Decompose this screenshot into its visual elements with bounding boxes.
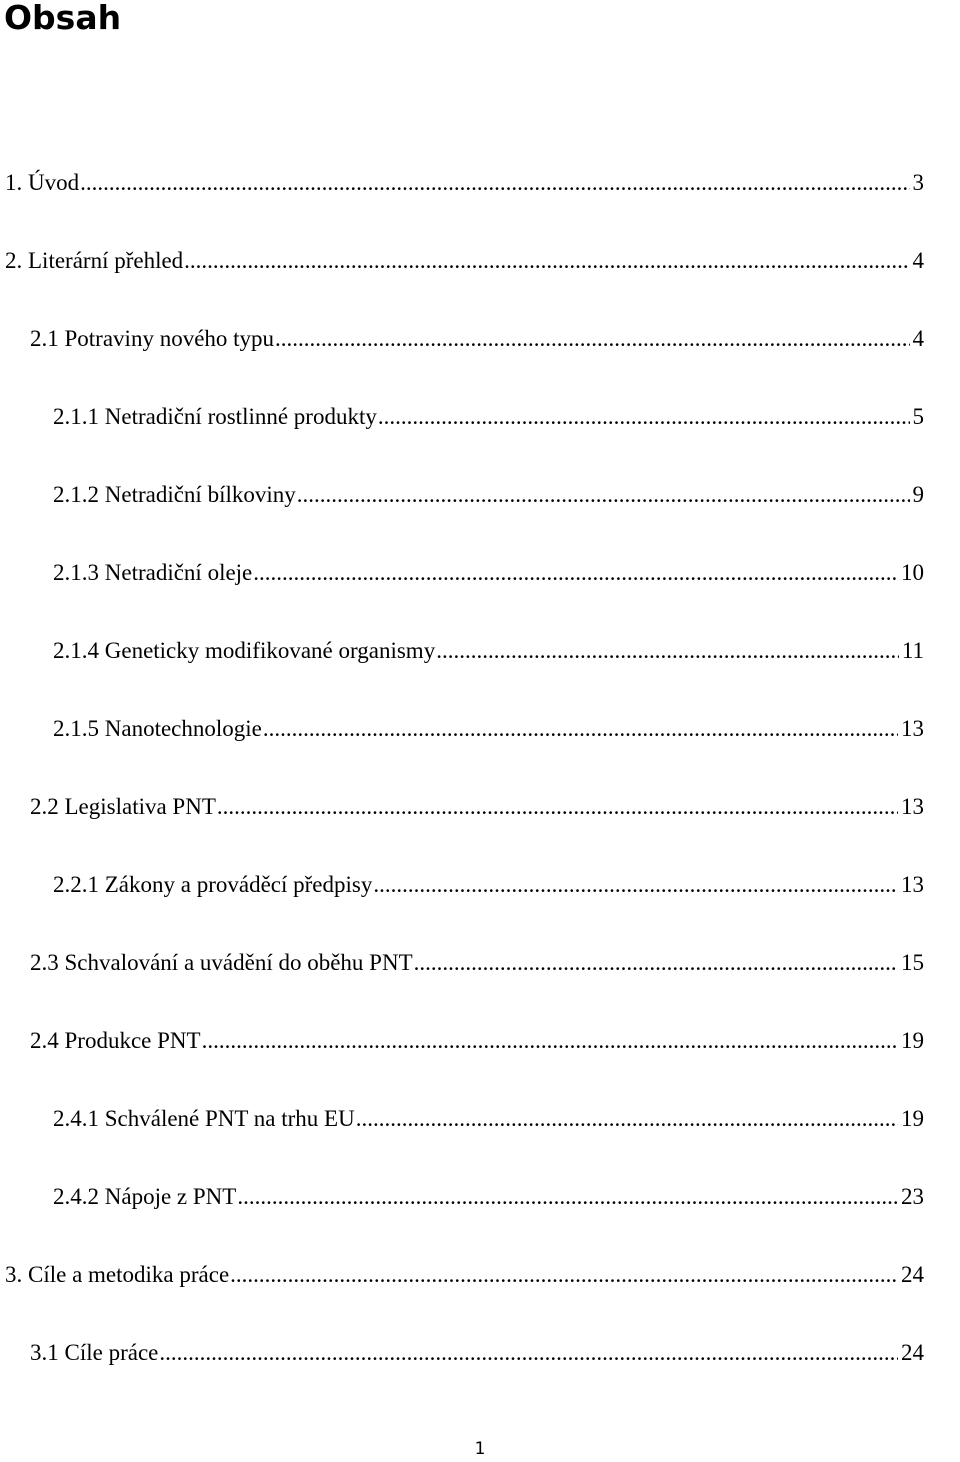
toc-entry-2-1-1[interactable] (53, 402, 924, 432)
toc-entry-2-1-3[interactable] (53, 558, 924, 588)
toc-dot-leader (230, 1260, 898, 1290)
toc-entry-label: 2.4 Produkce PNT (30, 1028, 201, 1053)
toc-entry-page: 23 (901, 1184, 924, 1209)
toc-entry-2-4-2[interactable] (53, 1182, 924, 1212)
toc-entry-page: 11 (901, 638, 924, 663)
toc-dot-leader (436, 636, 899, 666)
toc-entry-label: 2.1.5 Nanotechnologie (53, 716, 262, 741)
toc-entry-page: 24 (901, 1340, 924, 1365)
toc-dot-leader (184, 246, 909, 276)
toc-entry-3[interactable] (5, 1260, 924, 1290)
toc-entry-2-4[interactable] (30, 1026, 924, 1056)
toc-entry-page: 3 (912, 170, 924, 195)
toc-entry-page: 19 (901, 1106, 924, 1131)
toc-entry-label: 2.3 Schvalování a uvádění do oběhu PNT (30, 950, 413, 975)
toc-entry-label: 3.1 Cíle práce (30, 1340, 159, 1365)
toc-dot-leader (414, 948, 898, 978)
toc-dot-leader (217, 792, 898, 822)
toc-dot-leader (373, 870, 898, 900)
toc-entry-label: 2.1.4 Geneticky modifikované organismy (53, 638, 436, 663)
toc-entry-page: 5 (912, 404, 924, 429)
toc-entry-page: 24 (901, 1262, 924, 1287)
toc-dot-leader (202, 1026, 898, 1056)
toc-dot-leader (356, 1104, 898, 1134)
toc-entry-3-1[interactable] (30, 1338, 924, 1368)
toc-entry-label: 2.2.1 Zákony a prováděcí předpisy (53, 872, 373, 897)
toc-entry-page: 4 (912, 326, 924, 351)
toc-entry-label: 2.1.3 Netradiční oleje (53, 560, 253, 585)
toc-dot-leader (237, 1182, 898, 1212)
toc-entry-label: 1. Úvod (5, 170, 80, 195)
toc-entry-2-3[interactable] (30, 948, 924, 978)
toc-entry-2-1-5[interactable] (53, 714, 924, 744)
toc-entry-label: 3. Cíle a metodika práce (5, 1262, 230, 1287)
toc-entry-1[interactable] (5, 168, 924, 198)
toc-entry-2-2[interactable] (30, 792, 924, 822)
toc-entry-label: 2.1.2 Netradiční bílkoviny (53, 482, 296, 507)
toc-entry-label: 2.1.1 Netradiční rostlinné produkty (53, 404, 377, 429)
toc-dot-leader (80, 168, 909, 198)
toc-entry-page: 13 (901, 794, 924, 819)
toc-entry-2-1-2[interactable] (53, 480, 924, 510)
toc-entry-page: 19 (901, 1028, 924, 1053)
toc-dot-leader (263, 714, 898, 744)
page-number: 1 (474, 1439, 486, 1459)
toc-entry-2-2-1[interactable] (53, 870, 924, 900)
toc-entry-page: 10 (901, 560, 924, 585)
toc-entry-2-4-1[interactable] (53, 1104, 924, 1134)
toc-entry-label: 2.4.2 Nápoje z PNT (53, 1184, 237, 1209)
toc-entry-label: 2. Literární přehled (5, 248, 184, 273)
toc-entry-label: 2.2 Legislativa PNT (30, 794, 216, 819)
toc-dot-leader (297, 480, 910, 510)
toc-entry-page: 9 (912, 482, 924, 507)
toc-entry-label: 2.4.1 Schválené PNT na trhu EU (53, 1106, 355, 1131)
toc-dot-leader (159, 1338, 898, 1368)
toc-entry-page: 15 (901, 950, 924, 975)
toc-entry-page: 4 (912, 248, 924, 273)
toc-entry-2-1-4[interactable] (53, 636, 924, 666)
toc-entry-2-1[interactable] (30, 324, 924, 354)
toc-entry-page: 13 (901, 872, 924, 897)
toc-entry-page: 13 (901, 716, 924, 741)
toc-entry-label: 2.1 Potraviny nového typu (30, 326, 275, 351)
toc-dot-leader (378, 402, 910, 432)
toc-dot-leader (253, 558, 898, 588)
toc-entry-2[interactable] (5, 246, 924, 276)
page-title: Obsah (4, 0, 122, 37)
toc-dot-leader (275, 324, 909, 354)
